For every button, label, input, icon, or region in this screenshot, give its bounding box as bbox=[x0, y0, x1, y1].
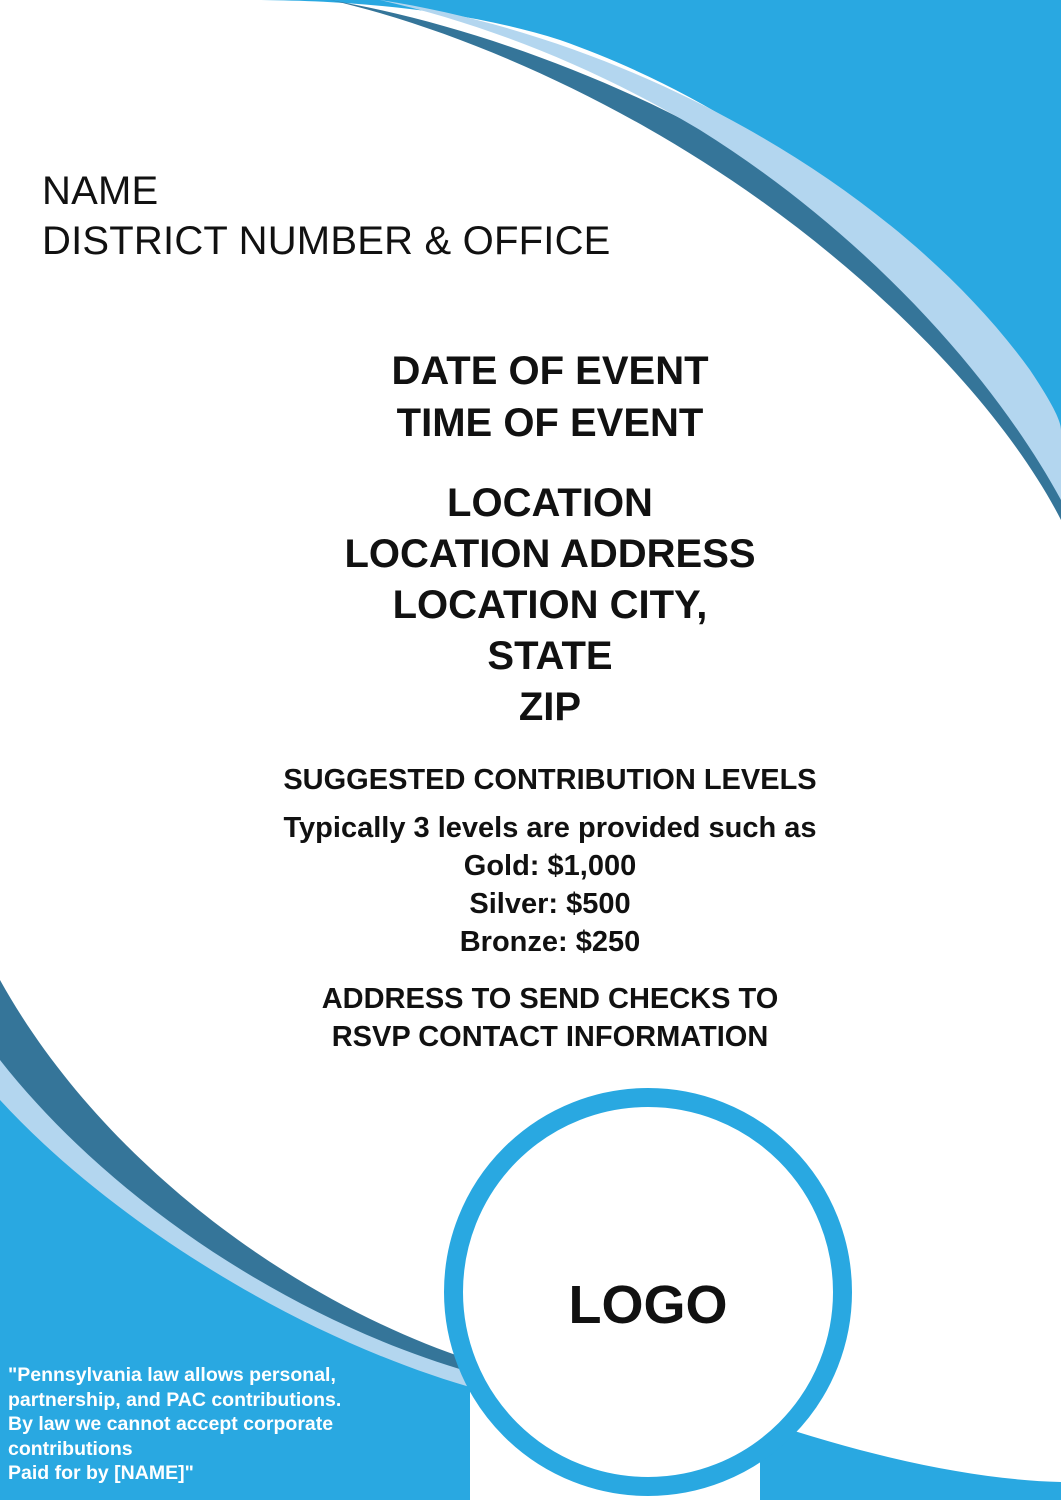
contribution-intro: Typically 3 levels are provided such as bbox=[283, 812, 817, 844]
district-office: DISTRICT NUMBER & OFFICE bbox=[42, 219, 611, 263]
candidate-header bbox=[42, 166, 611, 266]
location-zip: ZIP bbox=[518, 685, 582, 729]
disclaimer-line: By law we cannot accept corporate bbox=[8, 1413, 334, 1435]
logo-label: LOGO bbox=[568, 1275, 728, 1335]
event-date: DATE OF EVENT bbox=[391, 349, 709, 393]
location-name: LOCATION bbox=[447, 481, 653, 525]
bottom-right-blue-wedge bbox=[760, 1420, 1061, 1500]
checks-address: ADDRESS TO SEND CHECKS TO bbox=[321, 983, 779, 1015]
event-time: TIME OF EVENT bbox=[396, 401, 704, 445]
contribution-level-bronze: Bronze: $250 bbox=[459, 926, 641, 958]
rsvp-contact: RSVP CONTACT INFORMATION bbox=[331, 1021, 769, 1053]
contribution-heading: SUGGESTED CONTRIBUTION LEVELS bbox=[283, 764, 817, 796]
location-details bbox=[250, 478, 850, 733]
disclaimer-line: Paid for by [NAME]" bbox=[8, 1462, 194, 1484]
location-address: LOCATION ADDRESS bbox=[344, 532, 756, 576]
disclaimer-line: contributions bbox=[8, 1437, 133, 1460]
disclaimer-line: partnership, and PAC contributions. bbox=[8, 1388, 342, 1411]
legal-disclaimer bbox=[8, 1363, 428, 1486]
location-city: LOCATION CITY, bbox=[392, 583, 708, 627]
disclaimer-line: "Pennsylvania law allows personal, bbox=[8, 1364, 336, 1386]
logo-placeholder-circle bbox=[444, 1088, 852, 1496]
candidate-name: NAME bbox=[42, 169, 159, 213]
contribution-level-gold: Gold: $1,000 bbox=[463, 850, 637, 882]
contribution-level-silver: Silver: $500 bbox=[469, 888, 631, 920]
contribution-levels bbox=[250, 809, 850, 961]
contact-details bbox=[250, 980, 850, 1056]
event-details bbox=[250, 345, 850, 449]
location-state: STATE bbox=[487, 634, 613, 678]
